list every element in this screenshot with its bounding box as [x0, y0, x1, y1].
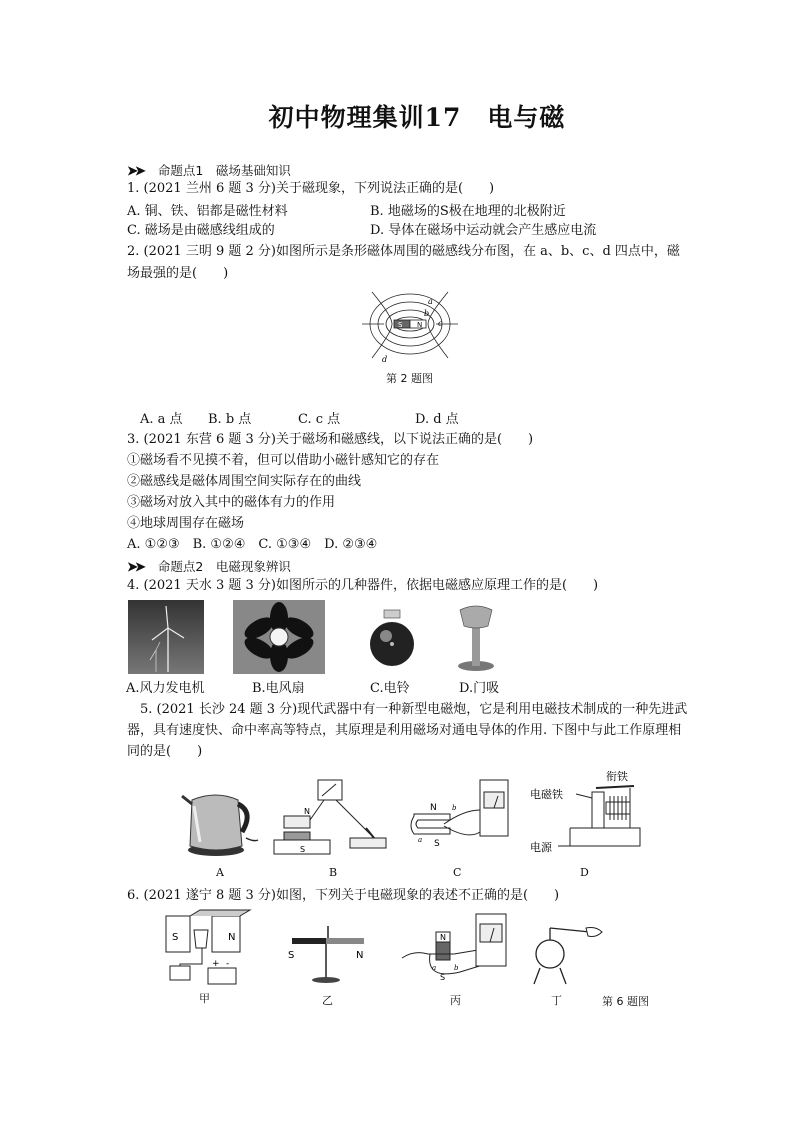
- q6-label-yi: 乙: [322, 994, 333, 1007]
- fig-label-n: N: [417, 321, 423, 329]
- q2-option-a: A. a 点: [140, 412, 183, 427]
- fig-label-b: b: [452, 804, 457, 812]
- section-header-1: [127, 160, 291, 179]
- page-title: 初中物理集训17 电与磁: [268, 103, 566, 132]
- q5-stem-line3: 同的是( ): [127, 744, 203, 759]
- fig-label-c: c: [438, 319, 443, 328]
- section-label: 命题点2 电磁现象辨识: [157, 559, 291, 574]
- q6-figure-ding: [526, 922, 606, 986]
- q1-option-d: D. 导体在磁场中运动就会产生感应电流: [370, 223, 597, 238]
- fig-label-n: N: [228, 932, 236, 943]
- q3-stem: 3. (2021 东营 6 题 3 分)关于磁场和磁感线，以下说法正确的是( ): [127, 432, 534, 447]
- fig-label-minus: -: [226, 959, 230, 969]
- section-label: 命题点1 磁场基础知识: [157, 163, 291, 178]
- fig-label-plus: +: [212, 959, 220, 969]
- magnetic-field-figure: [362, 286, 458, 366]
- q2-stem-line2: 场最强的是( ): [127, 266, 229, 281]
- section-marker-icon: ➤➤: [127, 164, 143, 179]
- q6-figure-bing: [400, 910, 510, 988]
- q5-label-a: A: [216, 866, 224, 879]
- q4-label-d: D.门吸: [459, 681, 500, 696]
- electric-fan-photo: [233, 600, 325, 674]
- electric-bell-photo: [362, 600, 422, 674]
- fig-label-s: S: [172, 932, 179, 943]
- section-marker-icon: ➤➤: [127, 560, 143, 575]
- q2-stem-line1: 2. (2021 三明 9 题 2 分)如图所示是条形磁体周围的磁感线分布图，在 a、b、c、d 四点中，磁: [127, 244, 680, 259]
- motor-experiment-figure: [270, 776, 390, 860]
- q2-option-b: B. b 点: [208, 412, 252, 427]
- generator-galvanometer-figure: [404, 770, 514, 852]
- q6-figure-jia: [160, 908, 252, 988]
- q4-label-a: A.风力发电机: [126, 681, 205, 696]
- q1-option-a: A. 铜、铁、铝都是磁性材料: [127, 204, 288, 219]
- fig-label-b: b: [424, 309, 430, 318]
- q5-label-b: B: [329, 866, 338, 879]
- q3-options: A. ①②③ B. ①②④ C. ①③④ D. ②③④: [127, 537, 378, 552]
- section-header-2: [127, 556, 291, 575]
- fig-label-n: N: [440, 933, 446, 942]
- fig-label-a: a: [428, 297, 433, 306]
- fig-label-a: a: [418, 836, 423, 844]
- fig-label-electromagnet: 电磁铁: [530, 788, 563, 801]
- q6-label-jia: 甲: [199, 992, 210, 1005]
- q3-statement-2: ②磁感线是磁体周围空间实际存在的曲线: [127, 474, 362, 489]
- fig-label-armature: 衔铁: [606, 770, 628, 783]
- q1-stem: 1. (2021 兰州 6 题 3 分)关于磁现象，下列说法正确的是( ): [127, 181, 495, 196]
- q5-label-d: D: [580, 866, 589, 879]
- q5-stem-line2: 器，具有速度快、命中率高等特点，其原理是利用磁场对通电导体的作用. 下图中与此工作原理相: [127, 723, 682, 738]
- electromagnetic-relay-figure: [530, 768, 650, 858]
- q5-label-c: C: [453, 866, 462, 879]
- q4-label-c: C.电铃: [370, 681, 410, 696]
- q4-stem: 4. (2021 天水 3 题 3 分)如图所示的几种器件，依据电磁感应原理工作的是( ): [127, 578, 599, 593]
- fig-label-s: S: [300, 845, 306, 854]
- q6-label-bing: 丙: [450, 994, 461, 1007]
- q6-label-ding: 丁: [551, 994, 562, 1007]
- q3-statement-3: ③磁场对放入其中的磁体有力的作用: [127, 495, 336, 510]
- q2-figure-caption: 第 2 题图: [386, 372, 433, 385]
- q5-stem-line1: 5. (2021 长沙 24 题 3 分)现代武器中有一种新型电磁炮，它是利用电磁技术制成的一种先进武: [140, 702, 688, 717]
- fig-label-s: S: [288, 950, 295, 961]
- fig-label-d: d: [382, 355, 388, 364]
- q3-statement-1: ①磁场看不见摸不着，但可以借助小磁针感知它的存在: [127, 453, 440, 468]
- fig-label-s: S: [440, 973, 446, 982]
- fig-label-s: S: [434, 839, 440, 849]
- door-stopper-photo: [452, 600, 500, 674]
- q6-stem: 6. (2021 遂宁 8 题 3 分)如图，下列关于电磁现象的表述不正确的是( ): [127, 888, 560, 903]
- fig-label-n: N: [430, 803, 437, 813]
- fig-label-n: N: [304, 807, 310, 816]
- q4-label-b: B.电风扇: [252, 681, 305, 696]
- q2-option-d: D. d 点: [415, 412, 459, 427]
- fig-label-b: b: [454, 964, 459, 972]
- fig-label-s: S: [398, 321, 403, 329]
- wind-turbine-photo: [128, 600, 204, 674]
- fig-label-n: N: [356, 950, 364, 961]
- q2-option-c: C. c 点: [298, 412, 341, 427]
- q3-statement-4: ④地球周围存在磁场: [127, 516, 245, 531]
- q1-option-c: C. 磁场是由磁感线组成的: [127, 223, 275, 238]
- q6-figure-caption: 第 6 题图: [602, 995, 649, 1008]
- fig-label-power: 电源: [530, 841, 552, 854]
- q1-option-b: B. 地磁场的S极在地理的北极附近: [370, 204, 566, 219]
- fig-label-a: a: [432, 964, 437, 972]
- q6-figure-yi: [286, 916, 370, 986]
- kettle-figure: [180, 782, 260, 858]
